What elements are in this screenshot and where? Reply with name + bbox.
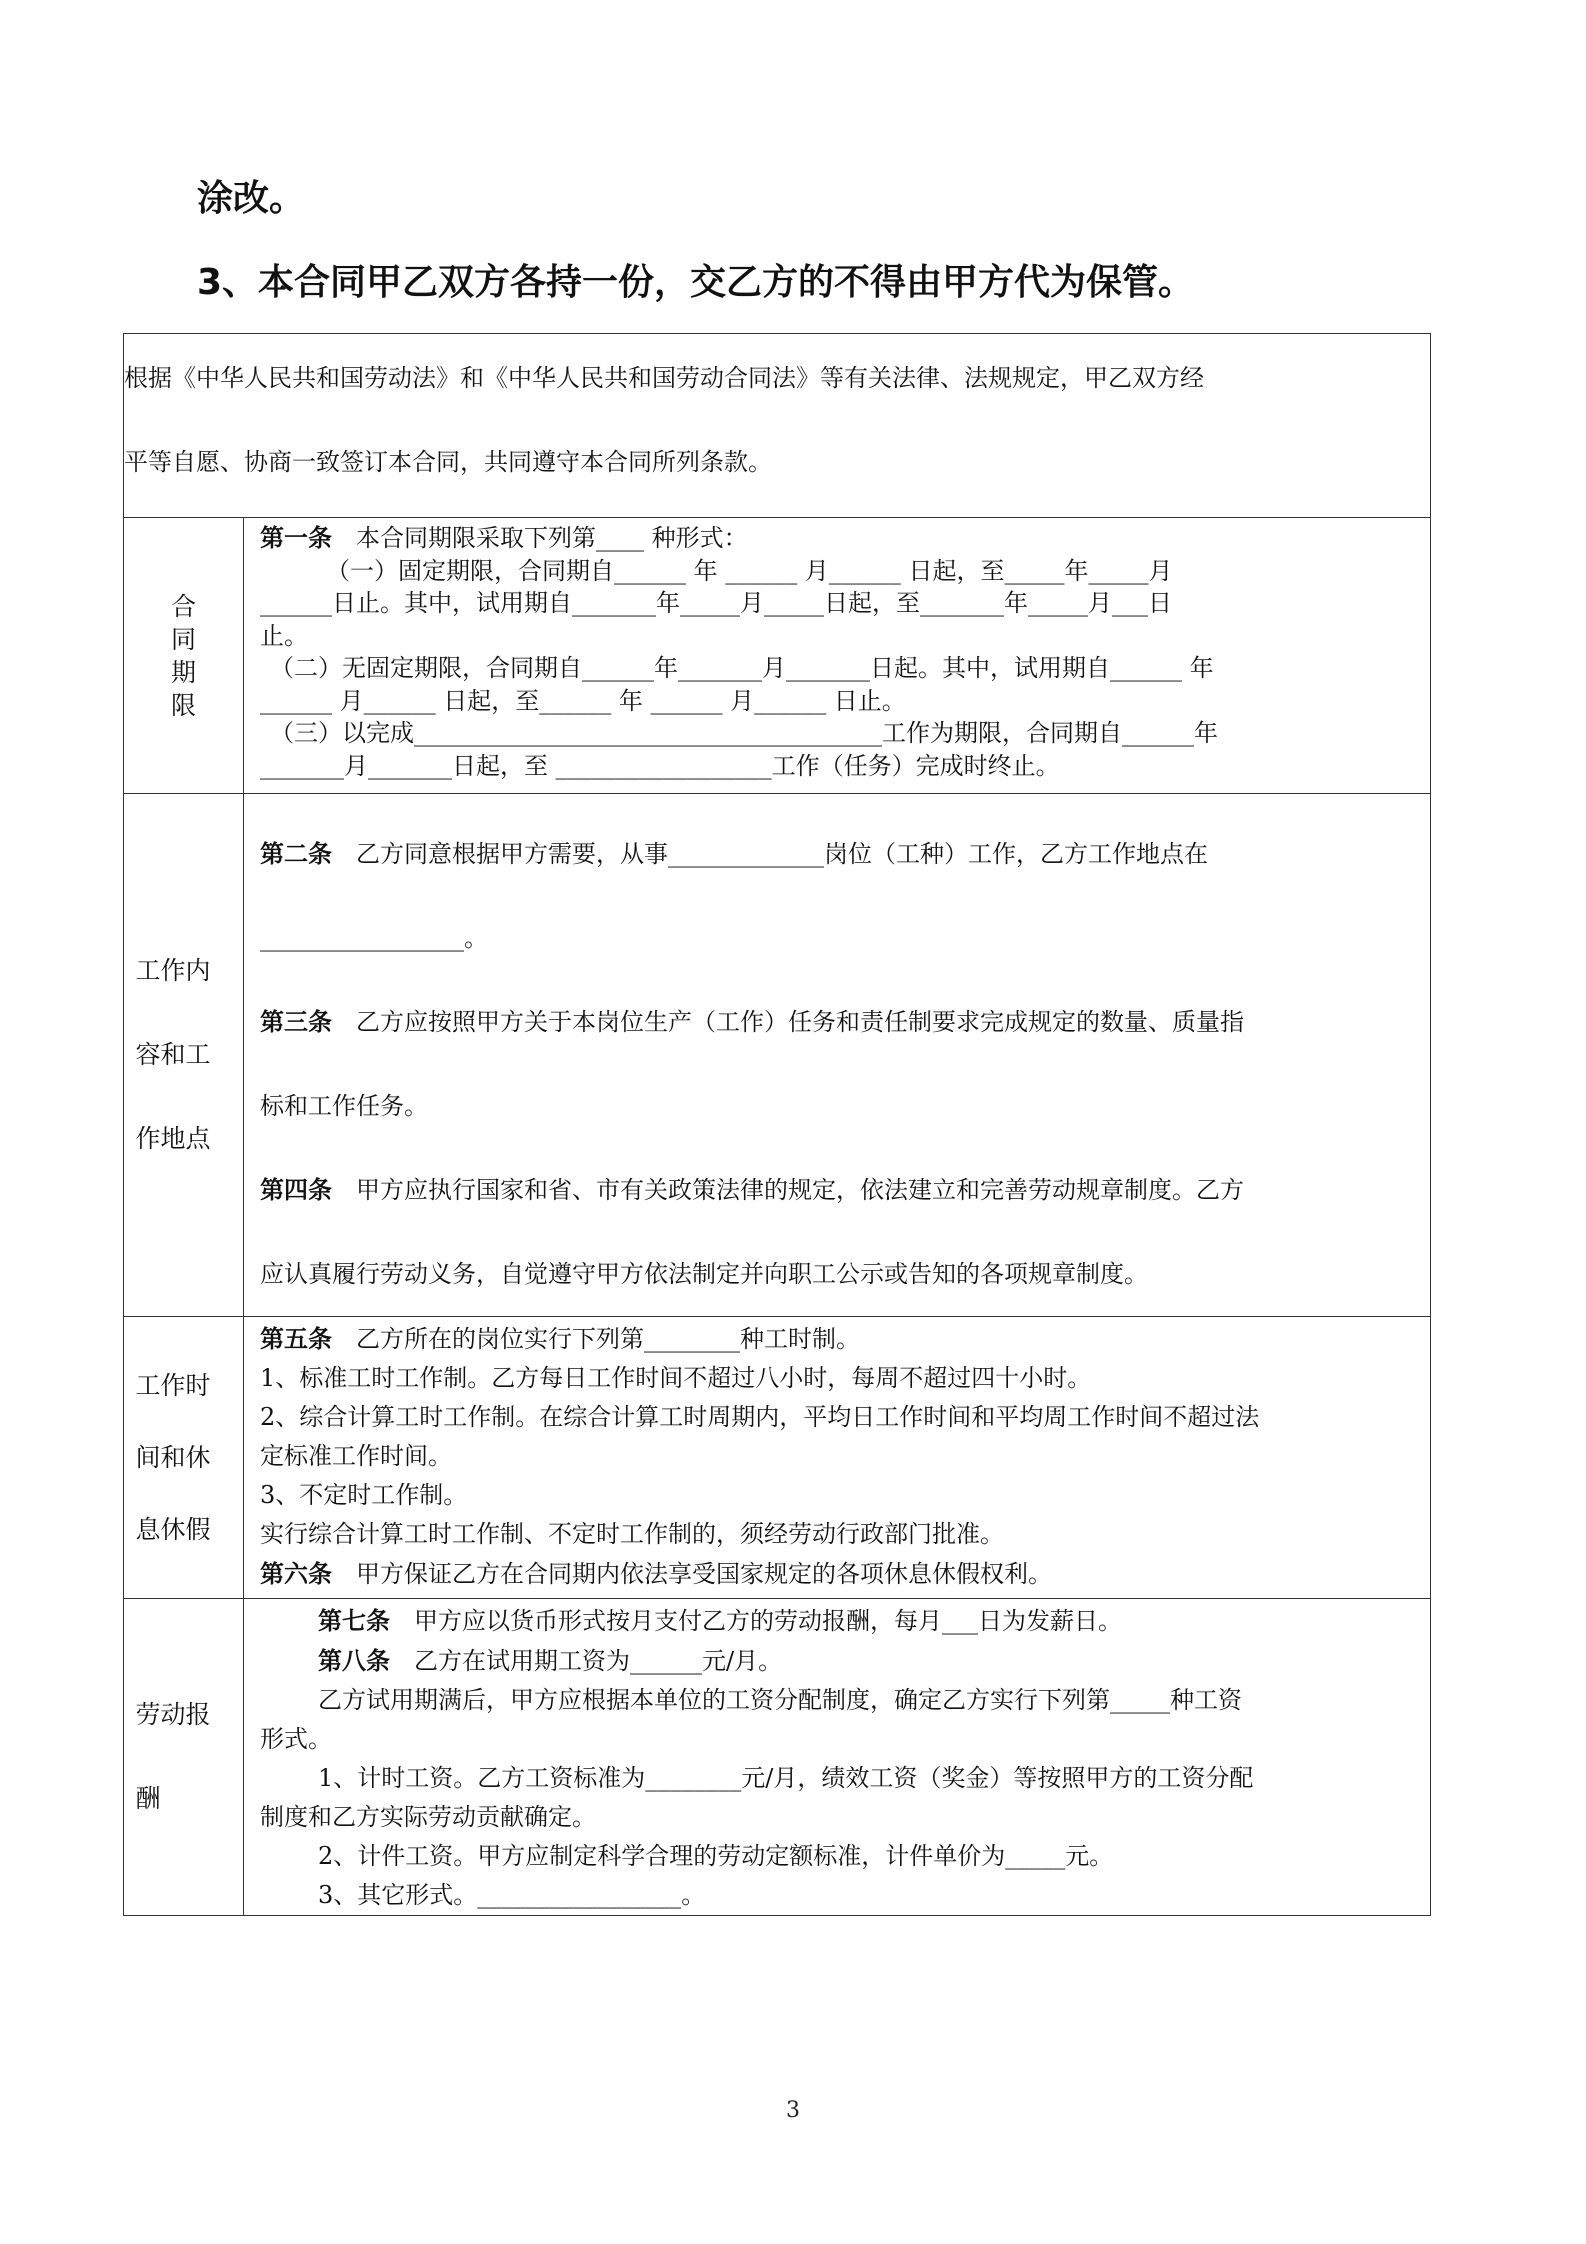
article-2-cont: _________________。	[260, 924, 488, 952]
work-row	[124, 794, 1431, 1317]
article-1-title: 第一条	[260, 523, 332, 552]
term-body-cell	[244, 518, 1431, 794]
term-open-line-1: （二）无固定期限，合同期自______年_______月_______日起。其中，试用期自______ 年	[270, 654, 1214, 682]
pay-option-3: 3、其它形式。_________________。	[318, 1881, 706, 1909]
article-7-text: 甲方应以货币形式按月支付乙方的劳动报酬，每月___日为发薪日。	[390, 1607, 1122, 1635]
hours-item-2b: 定标准工作时间。	[260, 1442, 452, 1470]
article-7-title: 第七条	[318, 1606, 390, 1635]
article-2-text: 乙方同意根据甲方需要，从事_____________岗位（工种）工作，乙方工作地点在	[332, 840, 1208, 868]
article-2	[260, 812, 1416, 896]
pay-after-a: 乙方试用期满后，甲方应根据本单位的工资分配制度，确定乙方实行下列第_____种工资	[318, 1686, 1242, 1714]
intro-line-2: 平等自愿、协商一致签订本合同，共同遵守本合同所列条款。	[124, 448, 772, 476]
work-body-cell	[244, 794, 1431, 1317]
article-4-title: 第四条	[260, 1175, 332, 1204]
hours-label: 工作时间和休息休假	[135, 1370, 211, 1544]
pay-label-cell	[124, 1599, 244, 1916]
article-6	[260, 1554, 1420, 1594]
intro-line-1: 根据《中华人民共和国劳动法》和《中华人民共和国劳动合同法》等有关法律、法规规定，甲乙双方经	[124, 364, 1204, 392]
article-3-title: 第三条	[260, 1007, 332, 1036]
article-8-text: 乙方在试用期工资为______元/月。	[390, 1647, 783, 1675]
intro-cell	[124, 334, 1431, 518]
pay-option-1a: 1、计时工资。乙方工资标准为________元/月，绩效工资（奖金）等按照甲方的工资分配	[318, 1764, 1254, 1792]
intro-row	[124, 334, 1431, 518]
hours-label-cell	[124, 1317, 244, 1599]
article-3-cont: 标和工作任务。	[260, 1092, 428, 1120]
hours-item-3: 3、不定时工作制。	[260, 1481, 468, 1509]
term-fixed-line-2: ______日止。其中，试用期自_______年_____月_____日起，至_______年_____月___日	[260, 589, 1172, 617]
hours-approval: 实行综合计算工时工作制、不定时工作制的，须经劳动行政部门批准。	[260, 1520, 1004, 1548]
term-label: 合同期限	[170, 591, 196, 720]
article-2-title: 第二条	[260, 839, 332, 868]
article-7	[260, 1601, 1420, 1641]
hours-item-2a: 2、综合计算工时工作制。在综合计算工时周期内，平均日工作时间和平均周工作时间不超过法	[260, 1403, 1260, 1431]
article-5-title: 第五条	[260, 1324, 332, 1353]
article-4-cont: 应认真履行劳动义务，自觉遵守甲方依法制定并向职工公示或告知的各项规章制度。	[260, 1260, 1148, 1288]
article-4	[260, 1148, 1416, 1232]
article-5-text: 乙方所在的岗位实行下列第________种工时制。	[332, 1325, 860, 1353]
term-label-cell	[124, 518, 244, 794]
article-4-text: 甲方应执行国家和省、市有关政策法律的规定，依法建立和完善劳动规章制度。乙方	[332, 1176, 1244, 1204]
pay-row	[124, 1599, 1431, 1916]
work-label: 工作内容和工作地点	[135, 956, 211, 1153]
term-open-line-2: ______ 月______ 日起，至______ 年 ______ 月______ 日止。	[260, 686, 906, 715]
pay-option-1b: 制度和乙方实际劳动贡献确定。	[260, 1803, 596, 1831]
article-5	[260, 1319, 1420, 1359]
hours-row	[124, 1317, 1431, 1599]
article-3	[260, 980, 1416, 1064]
header-line-2: 3、本合同甲乙双方各持一份，交乙方的不得由甲方代为保管。	[197, 262, 1195, 303]
term-fixed-line-1: （一）固定期限，合同期自______ 年 ______ 月______ 日起，至_____年_____月	[326, 556, 1173, 585]
contract-table	[123, 333, 1431, 1916]
pay-label: 劳动报酬	[135, 1700, 211, 1813]
term-task-line-2: _______月_______日起，至 __________________工作（任务）完成时终止。	[260, 751, 1060, 780]
article-6-title: 第六条	[260, 1559, 332, 1588]
term-fixed-line-3: 止。	[260, 621, 308, 650]
work-label-cell	[124, 794, 244, 1317]
article-6-text: 甲方保证乙方在合同期内依法享受国家规定的各项休息休假权利。	[332, 1560, 1052, 1588]
article-1	[260, 522, 1416, 555]
article-8-title: 第八条	[318, 1646, 390, 1675]
term-task-line-1: （三）以完成_______________________________________工作为期限，合同期自______年	[270, 719, 1218, 747]
term-row	[124, 518, 1431, 794]
pay-option-2: 2、计件工资。甲方应制定科学合理的劳动定额标准，计件单价为_____元。	[318, 1842, 1114, 1870]
pay-after-b: 形式。	[260, 1725, 332, 1753]
hours-body-cell	[244, 1317, 1431, 1599]
page-number: 3	[786, 2098, 800, 2123]
pay-body-cell	[244, 1599, 1431, 1916]
hours-item-1: 1、标准工时工作制。乙方每日工作时间不超过八小时，每周不超过四十小时。	[260, 1364, 1092, 1392]
article-8	[260, 1641, 1420, 1681]
header-line-1: 涂改。	[197, 178, 306, 219]
article-1-text: 本合同期限采取下列第____ 种形式：	[332, 524, 748, 552]
article-3-text: 乙方应按照甲方关于本岗位生产（工作）任务和责任制要求完成规定的数量、质量指	[332, 1008, 1244, 1036]
